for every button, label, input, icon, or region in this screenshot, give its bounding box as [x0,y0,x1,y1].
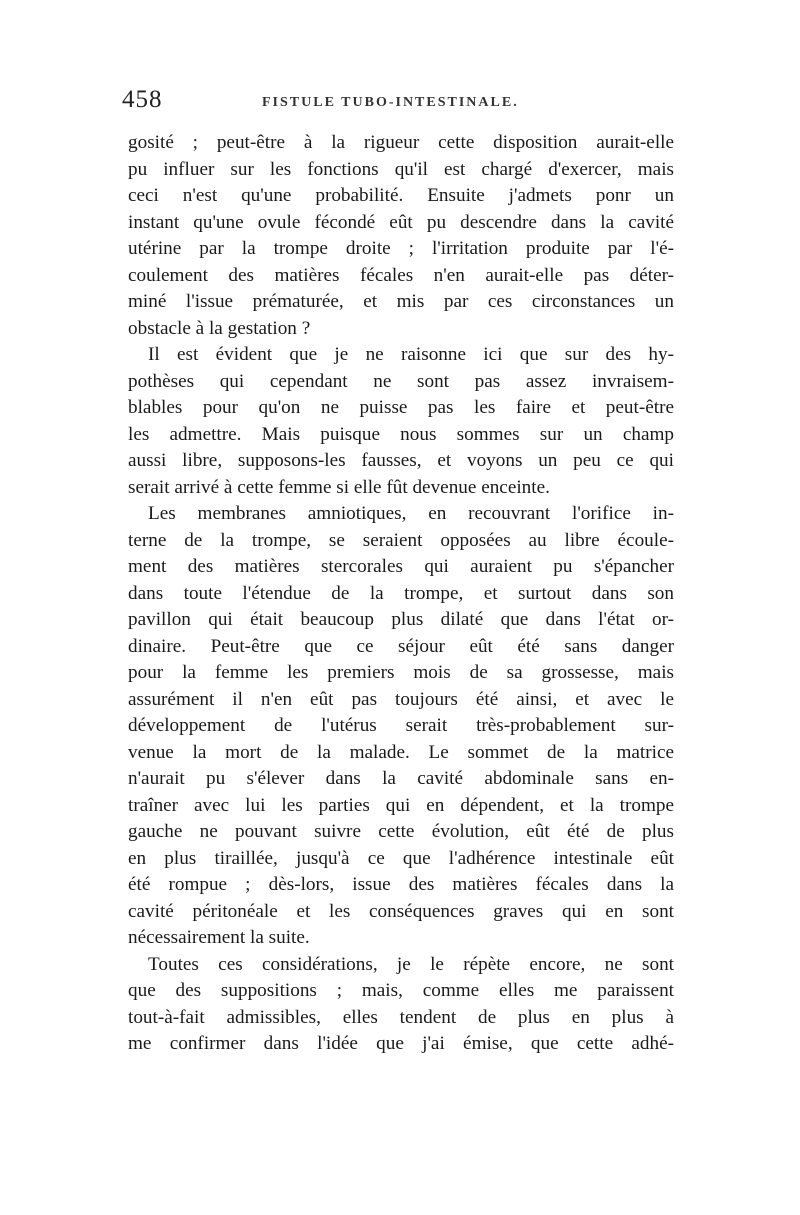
text-line: pavillon qui était beaucoup plus dilaté que dans l'état or- [128,609,674,630]
text-line: traîner avec lui les parties qui en dépendent, et la trompe [128,794,674,816]
text-line: n'aurait pu s'élever dans la cavité abdominale sans en- [128,768,674,789]
page-number: 458 [122,86,163,113]
text-line: nécessairement la suite. [128,927,310,948]
text-line: que des suppositions ; mais, comme elles me paraissent [128,980,674,1001]
text-line: terne de la trompe, se seraient opposées au libre écoule- [128,529,674,551]
text-line: obstacle à la gestation ? [128,317,311,339]
text-line: en plus tiraillée, jusqu'à ce que l'adhérence intestinale eût [128,847,674,869]
text-line: miné l'issue prématurée, et mis par ces circonstances un [128,291,674,312]
text-line: ment des matières stercorales qui auraient pu s'épancher [128,556,674,577]
text-line: développement de l'utérus serait très-probablement sur- [128,715,674,736]
text-line: utérine par la trompe droite ; l'irritation produite par l'é- [128,238,674,259]
text-line: assurément il n'en eût pas toujours été ainsi, et avec le [128,688,674,710]
text-line: dans toute l'étendue de la trompe, et surtout dans son [128,582,674,604]
text-line: tout-à-fait admissibles, elles tendent de plus en plus à [128,1006,674,1028]
text-line: pour la femme les premiers mois de sa grossesse, mais [128,662,674,683]
text-line: les admettre. Mais puisque nous sommes sur un champ [128,423,674,445]
running-head [122,86,678,120]
text-line: Il est évident que je ne raisonne ici que sur des hy- [148,344,674,365]
text-line: serait arrivé à cette femme si elle fût devenue enceinte. [128,476,550,498]
body-text [128,130,674,1058]
text-line: ceci n'est qu'une probabilité. Ensuite j'admets ponr un [128,185,674,206]
text-line: instant qu'une ovule fécondé eût pu descendre dans la cavité [128,211,674,233]
text-line: été rompue ; dès-lors, issue des matières fécales dans la [128,874,674,895]
text-line: Les membranes amniotiques, en recouvrant l'orifice in- [148,503,674,524]
text-line: pothèses qui cependant ne sont pas assez invraisem- [128,370,674,392]
text-line: pu influer sur les fonctions qu'il est chargé d'exercer, mais [128,158,674,180]
text-line: cavité péritonéale et les conséquences graves qui en sont [128,900,674,922]
text-line: blables pour qu'on ne puisse pas les faire et peut-être [128,397,674,418]
text-line: aussi libre, supposons-les fausses, et voyons un peu ce qui [128,450,674,471]
text-line: dinaire. Peut-être que ce séjour eût été sans danger [128,635,674,657]
running-title: FISTULE TUBO-INTESTINALE. [262,95,519,110]
text-line: gauche ne pouvant suivre cette évolution, eût été de plus [128,821,674,842]
text-line: Toutes ces considérations, je le répète encore, ne sont [148,953,674,975]
text-line: me confirmer dans l'idée que j'ai émise, que cette adhé- [128,1033,674,1054]
text-line: venue la mort de la malade. Le sommet de la matrice [128,741,674,763]
text-line: gosité ; peut-être à la rigueur cette disposition aurait-elle [128,132,674,153]
text-line: coulement des matières fécales n'en aurait-elle pas déter- [128,264,674,286]
